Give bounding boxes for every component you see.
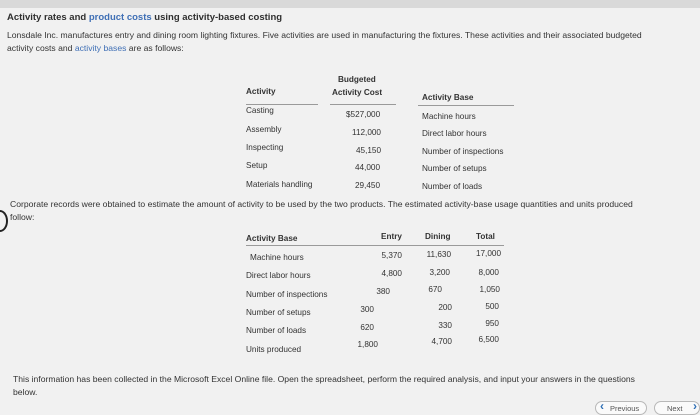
activity-bases-link[interactable]: activity bases [74,42,127,53]
header-dining: Dining [425,232,451,241]
left-bracket-mark [0,210,8,232]
intro-line-2a: activity costs and [7,42,75,53]
usage-base: Machine hours [250,253,304,262]
rule-activity [246,104,318,105]
header-budgeted-2: Activity Cost [332,88,383,97]
corporate-line-2: follow: [10,211,35,222]
title-link-product-costs[interactable]: product costs [88,12,152,23]
header-entry: Entry [381,232,402,241]
usage-entry: 5,370 [381,251,402,260]
usage-base: Number of setups [246,308,311,317]
usage-total: 950 [485,319,499,328]
usage-base: Units produced [246,345,302,354]
activity-name: Assembly [246,125,282,134]
intro-line-1: Lonsdale Inc. manufactures entry and dining room lighting fixtures. Five activities are used in manufacturing the fixtures. These activities and their associated budgeted [7,30,642,40]
title-part-3: using activity-based costing [151,12,283,23]
usage-base: Direct labor hours [246,271,311,280]
corporate-line-1: Corporate records were obtained to estimate the amount of activity to be used by the two products. The estimated activity-base usage quantities and units produced [10,199,633,209]
activity-cost: 45,150 [356,146,382,155]
top-bar [0,0,700,8]
usage-total: 6,500 [478,335,499,344]
usage-entry: 380 [376,287,390,296]
chevron-right-icon: › [693,399,697,413]
usage-total: 8,000 [478,268,499,277]
footer-line-2: below. [13,387,38,397]
previous-button[interactable] [595,401,647,415]
usage-entry: 620 [360,323,374,332]
title-part-1: Activity rates and [7,12,89,23]
activity-cost: $527,000 [346,110,381,119]
activity-cost: 112,000 [352,128,381,137]
activity-name: Casting [246,106,274,115]
usage-dining: 4,700 [431,337,452,346]
usage-entry: 4,800 [381,269,402,278]
header-activity: Activity [246,87,276,96]
usage-dining: 670 [428,285,442,294]
usage-entry: 300 [360,305,374,314]
header-activity-base: Activity Base [246,234,298,243]
activity-base: Machine hours [422,112,476,121]
activity-base: Direct labor hours [422,129,487,138]
usage-total: 1,050 [479,285,500,294]
footer-line-1: This information has been collected in the Microsoft Excel Online file. Open the spreadsheet, perform the required analysis, and input your answers in the questions [13,374,635,384]
activity-base: Number of setups [422,164,487,173]
activity-base: Number of inspections [422,147,504,156]
chevron-left-icon: ‹ [600,399,604,413]
usage-entry: 1,800 [357,340,378,349]
activity-base: Number of loads [422,182,483,191]
activity-cost: 44,000 [355,163,381,172]
usage-total: 500 [485,302,499,311]
intro-paragraph [7,29,700,54]
usage-dining: 200 [438,303,452,312]
excel-instructions-paragraph [13,373,635,399]
activity-name-link[interactable]: Setup [246,161,268,170]
usage-header-rule [246,245,504,246]
header-total: Total [476,232,495,241]
rule-cost [330,104,396,105]
usage-base: Number of loads [246,326,307,335]
next-label: Next [667,404,683,413]
corporate-records-paragraph [10,198,633,223]
rule-base [418,105,514,106]
activity-name: Materials handling [246,180,313,189]
next-button[interactable] [654,401,700,415]
usage-total: 17,000 [475,249,501,258]
usage-base: Number of inspections [246,290,328,299]
activity-cost: 29,450 [355,181,381,190]
usage-dining: 11,630 [426,250,451,259]
previous-label: Previous [610,404,640,413]
header-activity-base: Activity Base [422,93,474,102]
intro-line-2c: are as follows: [126,42,184,53]
page-title [7,12,282,23]
usage-dining: 3,200 [429,268,450,277]
activity-name: Inspecting [246,143,284,152]
usage-dining: 330 [438,321,452,330]
intro-line-2 [7,42,700,55]
header-budgeted-1: Budgeted [338,75,376,84]
